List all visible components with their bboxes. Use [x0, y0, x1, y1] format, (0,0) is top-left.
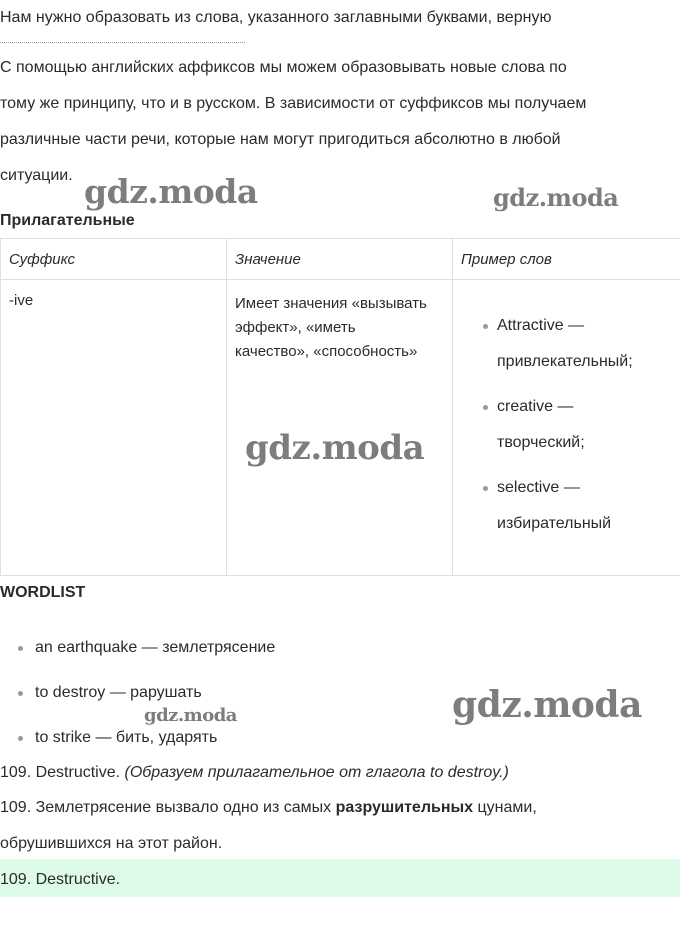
intro-line-4: различные части речи, которые нам могут пригодиться абсолютно в любой: [0, 131, 561, 148]
column-header-suffix: Суффикс: [1, 239, 227, 280]
wordlist-item: to strike — бить, ударять: [35, 729, 218, 746]
watermark: gdz.moda: [144, 705, 237, 726]
watermark: gdz.moda: [493, 183, 619, 212]
watermark: gdz.moda: [245, 428, 425, 468]
watermark: gdz.moda: [452, 684, 642, 726]
example-word: selective —: [497, 479, 580, 496]
cell-suffix: -ive: [1, 280, 227, 576]
wordlist-item: to destroy — рарушать: [35, 684, 202, 701]
example-item: [497, 308, 672, 380]
watermark: gdz.moda: [84, 172, 258, 211]
intro-line-5: ситуации.: [0, 167, 73, 184]
suffix-table: [0, 238, 680, 576]
wordlist-item: an earthquake — землетрясение: [35, 639, 276, 656]
cell-examples: [453, 280, 680, 576]
highlighted-word: разрушительных: [335, 799, 474, 816]
answer-text: 109. Destructive.: [0, 871, 121, 888]
task-answer-word: 109. Destructive.: [0, 764, 125, 781]
meaning-line: качество», «способность»: [235, 343, 418, 360]
example-item: [497, 470, 672, 542]
intro-line-2: С помощью английских аффиксов мы можем образовывать новые слова по: [0, 59, 567, 76]
task-line-2: [0, 798, 537, 818]
example-translation: привлекательный;: [497, 353, 633, 370]
example-word: Attractive —: [497, 317, 585, 334]
task-line-3: обрушившихся на этот район.: [0, 835, 223, 852]
intro-line-3: тому же принципу, что и в русском. В зависимости от суффиксов мы получаем: [0, 95, 587, 112]
wordlist-title: WORDLIST: [0, 584, 86, 601]
intro-line-1: Нам нужно образовать из слова, указанного заглавными буквами, верную: [0, 9, 552, 26]
example-item: [497, 389, 672, 461]
column-header-examples: Пример слов: [453, 239, 680, 280]
clipped-text-line: [0, 42, 245, 47]
example-translation: избирательный: [497, 515, 612, 532]
section-heading: Прилагательные: [0, 212, 135, 229]
sentence-end: цунами,: [473, 799, 537, 816]
meaning-line: эффект», «иметь: [235, 319, 356, 336]
column-header-meaning: Значение: [227, 239, 453, 280]
bullet-icon: [18, 691, 23, 696]
task-note: (Образуем прилагательное от глагола to destroy.): [124, 764, 509, 781]
example-word: creative —: [497, 398, 574, 415]
task-line-1: [0, 763, 509, 783]
meaning-line: Имеет значения «вызывать: [235, 295, 427, 312]
example-translation: творческий;: [497, 434, 585, 451]
table-header-row: [1, 239, 680, 280]
sentence-start: 109. Землетрясение вызвало одно из самых: [0, 799, 336, 816]
example-list: [461, 308, 672, 542]
bullet-icon: [18, 736, 23, 741]
bullet-icon: [18, 646, 23, 651]
